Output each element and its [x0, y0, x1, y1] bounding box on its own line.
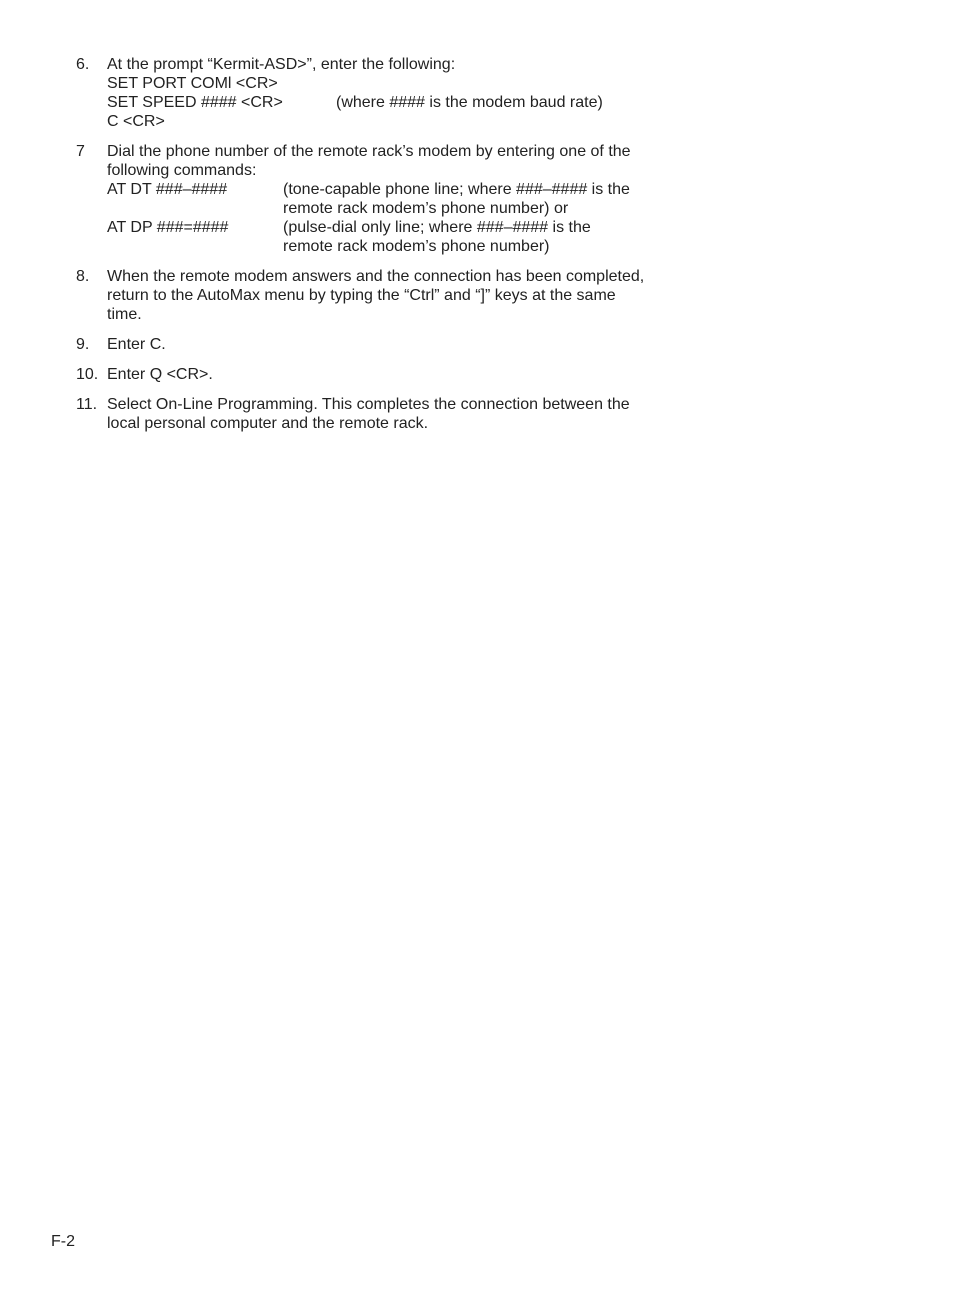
command-note: (where #### is the modem baud rate)	[336, 94, 603, 111]
step-6	[76, 55, 696, 131]
step-7	[76, 142, 696, 256]
command-dial-pulse: AT DP ###=####	[107, 219, 229, 236]
command-set-port: SET PORT COMl <CR>	[107, 75, 278, 92]
command-note-line: (pulse-dial only line; where ###–#### is the	[283, 219, 591, 236]
command-note-line: remote rack modem’s phone number)	[283, 238, 550, 255]
command-row-pulse	[107, 218, 696, 256]
step-text: return to the AutoMax menu by typing the “Ctrl” and “]” keys at the same	[107, 287, 616, 304]
step-text: At the prompt “Kermit-ASD>”, enter the following:	[107, 56, 456, 73]
step-11	[76, 395, 696, 433]
step-number: 9.	[76, 336, 90, 353]
step-number: 11.	[76, 396, 98, 413]
step-8	[76, 267, 696, 324]
instruction-steps	[76, 55, 696, 444]
step-text: Dial the phone number of the remote rack’s modem by entering one of the	[107, 143, 631, 160]
command-row-tone	[107, 180, 696, 218]
step-number: 7	[76, 143, 85, 160]
step-text: following commands:	[107, 162, 257, 179]
step-number: 6.	[76, 56, 90, 73]
step-number: 10.	[76, 366, 99, 383]
page-number: F-2	[51, 1233, 75, 1250]
step-text: time.	[107, 306, 142, 323]
command-note	[283, 180, 696, 218]
step-text: Enter C.	[107, 336, 166, 353]
command-dial-tone: AT DT ###–####	[107, 181, 228, 198]
command-note-line: (tone-capable phone line; where ###–#### is the	[283, 181, 630, 198]
step-text: Enter Q <CR>.	[107, 366, 213, 383]
command-connect: C <CR>	[107, 113, 165, 130]
command-set-speed-row	[107, 93, 696, 112]
step-text: local personal computer and the remote rack.	[107, 415, 429, 432]
step-9	[76, 335, 696, 354]
step-number: 8.	[76, 268, 90, 285]
step-10	[76, 365, 696, 384]
command-set-speed: SET SPEED #### <CR>	[107, 94, 283, 111]
command-note	[283, 218, 696, 256]
step-text: Select On-Line Programming. This completes the connection between the	[107, 396, 630, 413]
step-text: When the remote modem answers and the connection has been completed,	[107, 268, 645, 285]
command-note-line: remote rack modem’s phone number) or	[283, 200, 569, 217]
